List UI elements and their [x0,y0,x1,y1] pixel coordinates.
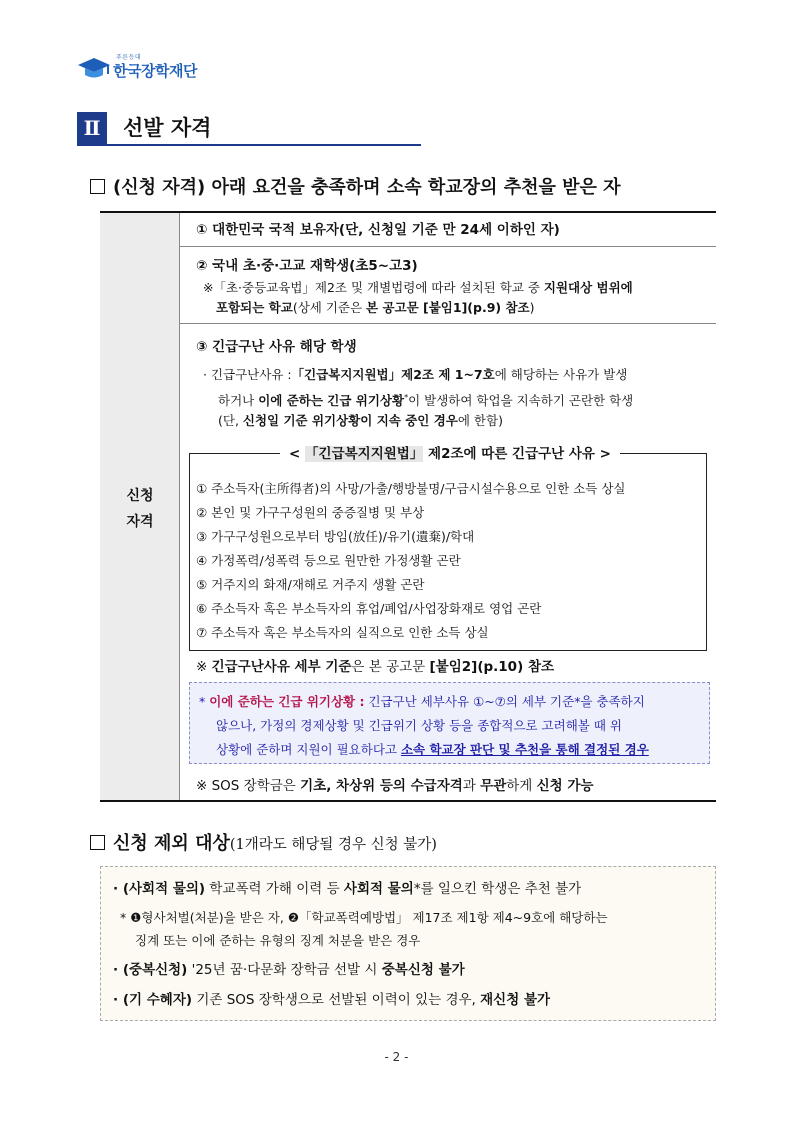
reason-item: ② 본인 및 가구구성원의 중증질병 및 부상 [196,505,425,520]
sos-eligibility-note: ※ SOS 장학금은 기초, 차상위 등의 수급자격과 무관하게 신청 가능 [196,778,594,794]
crisis-line-1: * 이에 준하는 긴급 위기상황 : 긴급구난 세부사유 ①~⑦의 세부 기준*을 충족하지 [199,694,645,709]
checkbox-square-icon [90,179,105,194]
emergency-line-1: · 긴급구난사유 :「긴급복지지원법」제2조 제 1~7호에 해당하는 사유가 발생 [203,367,628,382]
foundation-logo [76,52,216,84]
exclusion-item-social: · (사회적 물의) 학교폭력 가해 이력 등 사회적 물의*를 일으킨 학생은 추천 불가 [113,881,582,897]
logo-tagline: 푸른등대 [116,54,142,61]
exclusion-item-social-sub-2: 징계 또는 이에 준하는 유형의 징계 처분을 받은 경우 [135,933,421,948]
requirement-nationality: ① 대한민국 국적 보유자(단, 신청일 기준 만 24세 이하인 자) [196,222,560,238]
eligibility-heading: (신청 자격) 아래 요건을 충족하며 소속 학교장의 추천을 받은 자 [90,176,621,200]
requirement-emergency: ③ 긴급구난 사유 해당 학생 [196,339,357,355]
exclusion-item-duplicate: · (중복신청) '25년 꿈·다문화 장학금 선발 시 중복신청 불가 [113,962,465,978]
reason-item: ⑦ 주소득자 혹은 부소득자의 실직으로 인한 소득 상실 [196,625,489,640]
emergency-line-2: 하거나 이에 준하는 긴급 위기상황*이 발생하여 학업을 지속하기 곤란한 학생 [218,393,634,409]
requirement-enrollment-note: ※「초·중등교육법」제2조 및 개별법령에 따라 설치된 학교 중 지원대상 범위에 [203,280,633,295]
reason-item: ④ 가정폭력/성폭력 등으로 원만한 가정생활 곤란 [196,553,461,568]
row-divider [180,323,716,324]
exclusion-heading: 신청 제외 대상(1개라도 해당될 경우 신청 불가) [90,832,437,857]
reason-item: ③ 가구구성원으로부터 방임(放任)/유기(遺棄)/학대 [196,529,475,544]
detail-criteria-note: ※ 긴급구난사유 세부 기준은 본 공고문 [붙임2](p.10) 참조 [196,659,555,675]
logo-name: 한국장학재단 [113,62,197,80]
requirement-enrollment: ② 국내 초·중·고교 재학생(초5~고3) [196,258,418,274]
page-number: - 2 - [384,1050,409,1064]
exclusion-item-previous: · (기 수혜자) 기존 SOS 장학생으로 선발된 이력이 있는 경우, 재신청 불가 [113,992,551,1008]
checkbox-square-icon [90,835,105,850]
crisis-line-3: 상황에 준하며 지원이 필요하다고 소속 학교장 판단 및 추천을 통해 결정된 경우 [216,742,649,757]
table-left-label: 신청 자격 [100,213,180,800]
reason-item: ⑤ 거주지의 화재/재해로 거주지 생활 곤란 [196,577,425,592]
section-title: 선발 자격 [123,116,212,140]
section-number: Ⅱ [77,112,107,144]
emergency-line-3: (단, 신청일 기준 위기상황이 지속 중인 경우에 한함) [218,413,503,428]
reason-item: ① 주소득자(主所得者)의 사망/가출/행방불명/구금시설수용으로 인한 소득 상실 [196,481,626,496]
emergency-reasons-title: < 「긴급복지지원법」 제2조에 따른 긴급구난 사유 > [280,444,620,464]
exclusion-item-social-sub-1: * ❶형사처벌(처분)을 받은 자, ❷「학교폭력예방법」 제17조 제1항 제4~9호에 해당하는 [120,910,608,925]
crisis-line-2: 않으나, 가정의 경제상황 및 긴급위기 상황 등을 종합적으로 고려해볼 때 위 [216,718,622,733]
reason-item: ⑥ 주소득자 혹은 부소득자의 휴업/폐업/사업장화재로 영업 곤란 [196,601,542,616]
section-header [77,112,421,146]
requirement-enrollment-note-2: 포함되는 학교(상세 기준은 본 공고문 [붙임1](p.9) 참조) [216,300,535,315]
graduation-cap-icon [76,56,112,80]
row-divider [180,246,716,247]
